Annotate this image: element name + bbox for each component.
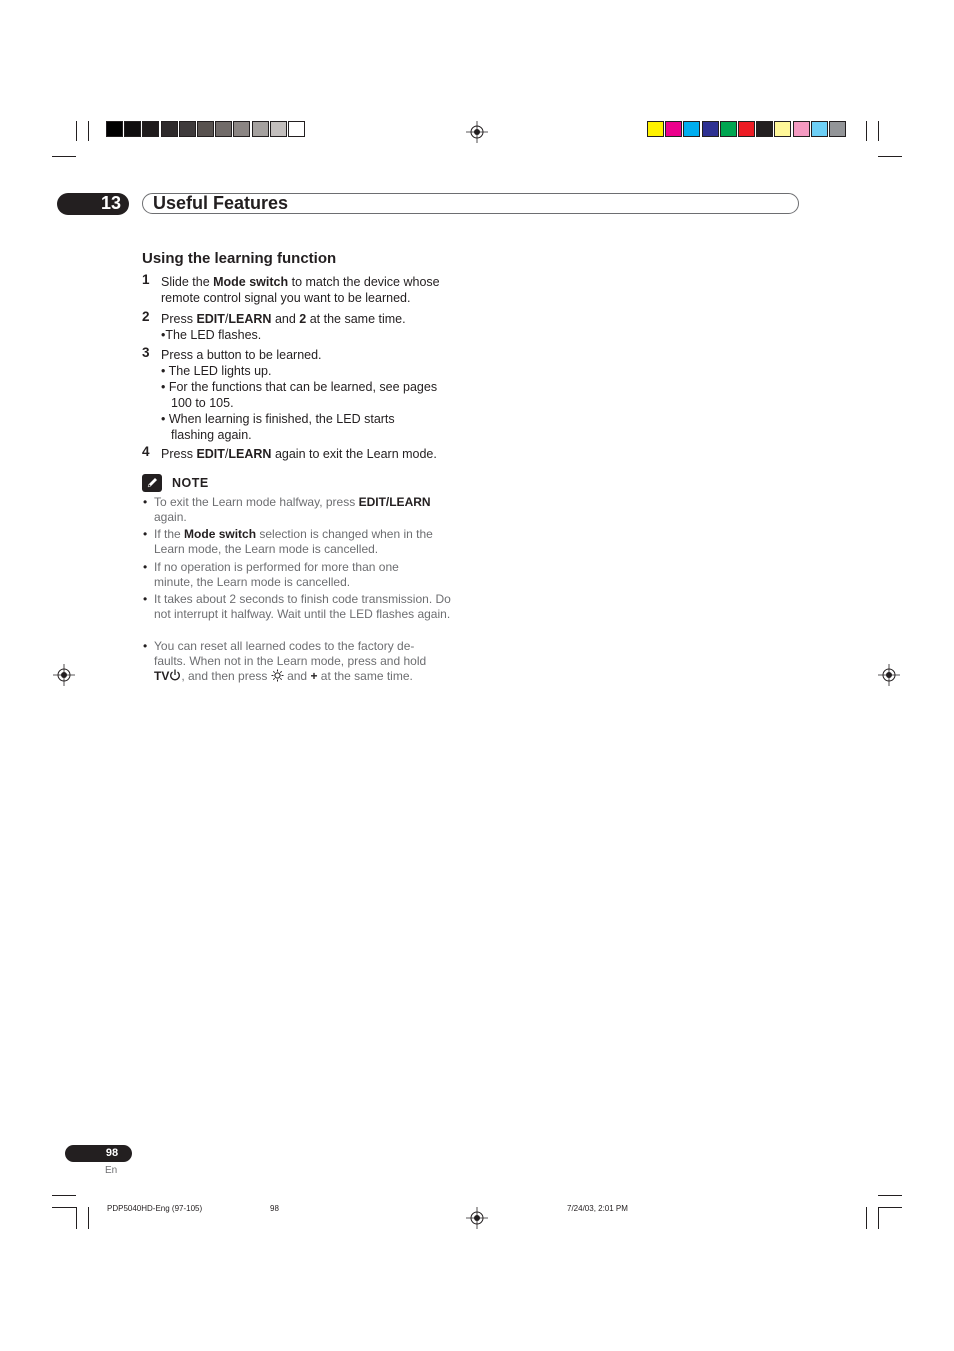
footer-file-name: PDP5040HD-Eng (97-105)	[107, 1204, 203, 1213]
page-language: En	[105, 1165, 118, 1176]
calibration-swatch	[215, 121, 232, 137]
step-number: 2	[142, 309, 150, 324]
crop-mark	[866, 1207, 867, 1229]
step-3	[142, 347, 472, 443]
calibration-swatch	[142, 121, 159, 137]
step-number: 1	[142, 272, 150, 287]
power-icon	[169, 669, 181, 681]
crop-mark	[878, 121, 879, 141]
crop-mark	[878, 1195, 902, 1196]
step-number: 3	[142, 345, 150, 360]
tv-button-label: TV	[154, 669, 170, 683]
step-bullet: • When learning is finished, the LED starts flashing again.	[161, 412, 395, 442]
step-text: Slide the Mode switch to match the device whose	[161, 275, 440, 289]
crop-mark	[76, 1207, 77, 1229]
step-bullet: • The LED lights up.	[161, 364, 272, 378]
calibration-swatch	[161, 121, 178, 137]
calibration-swatch	[197, 121, 214, 137]
crop-mark	[88, 1207, 89, 1229]
calibration-swatch	[647, 121, 664, 137]
calibration-swatch	[793, 121, 810, 137]
registration-mark-icon	[53, 664, 75, 686]
note-pencil-icon	[142, 474, 162, 492]
registration-mark-icon	[466, 121, 488, 143]
calibration-swatch	[720, 121, 737, 137]
chapter-number: 13	[100, 193, 122, 213]
note-item: • It takes about 2 seconds to finish code transmission. Do not interrupt it halfway. Wait until the LED flashes again.	[143, 592, 451, 621]
calibration-swatch	[683, 121, 700, 137]
calibration-swatch	[106, 121, 123, 137]
calibration-swatch	[288, 121, 305, 137]
calibration-swatch	[738, 121, 755, 137]
step-bullet: • For the functions that can be learned, see pages 100 to 105.	[161, 380, 438, 410]
calibration-swatch	[179, 121, 196, 137]
crop-mark	[52, 156, 76, 157]
note-item: • To exit the Learn mode halfway, press EDIT/LEARN again.	[143, 495, 431, 524]
crop-mark	[52, 1195, 76, 1196]
footer-date: 7/24/03, 2:01 PM	[567, 1204, 628, 1213]
note-item: • You can reset all learned codes to the factory de- faults. When not in the Learn mode, press and hold TV , and then press and + at the same time.	[143, 639, 427, 683]
calibration-swatch	[702, 121, 719, 137]
plus-button-label: +	[310, 669, 318, 683]
section-heading: Using the learning function	[142, 250, 337, 267]
registration-mark-icon	[466, 1207, 488, 1229]
calibration-swatch	[756, 121, 773, 137]
crop-mark	[88, 121, 89, 141]
footer-page-mark: 98	[270, 1204, 279, 1213]
page-number: 98	[105, 1147, 119, 1159]
brightness-icon	[271, 669, 284, 682]
crop-mark	[76, 121, 77, 141]
calibration-swatch	[124, 121, 141, 137]
step-2	[142, 311, 472, 343]
step-text: Press a button to be learned.	[161, 348, 322, 362]
calibration-swatch	[233, 121, 250, 137]
registration-mark-icon	[878, 664, 900, 686]
crop-mark	[878, 156, 902, 157]
step-text: Press EDIT/LEARN and 2 at the same time.	[161, 312, 406, 326]
calibration-swatch	[829, 121, 846, 137]
crop-mark	[866, 121, 867, 141]
note-item: • If the Mode switch selection is changed when in the Learn mode, the Learn mode is cancelled.	[143, 527, 433, 556]
calibration-swatch	[811, 121, 828, 137]
step-text: Press EDIT/LEARN again to exit the Learn mode.	[161, 447, 437, 461]
chapter-title: Useful Features	[153, 193, 289, 213]
calibration-swatch	[665, 121, 682, 137]
step-1	[142, 274, 472, 306]
step-text-line2: remote control signal you want to be learned.	[161, 291, 411, 305]
calibration-swatch	[774, 121, 791, 137]
note-item: • If no operation is performed for more than one minute, the Learn mode is cancelled.	[143, 560, 399, 589]
crop-mark	[878, 1207, 902, 1208]
step-number: 4	[142, 444, 150, 459]
note-label: NOTE	[172, 476, 209, 490]
step-4	[142, 446, 472, 462]
calibration-swatch	[270, 121, 287, 137]
crop-mark	[878, 1207, 879, 1229]
calibration-swatch	[252, 121, 269, 137]
step-subtext: •The LED flashes.	[161, 328, 262, 342]
crop-mark	[52, 1207, 76, 1208]
